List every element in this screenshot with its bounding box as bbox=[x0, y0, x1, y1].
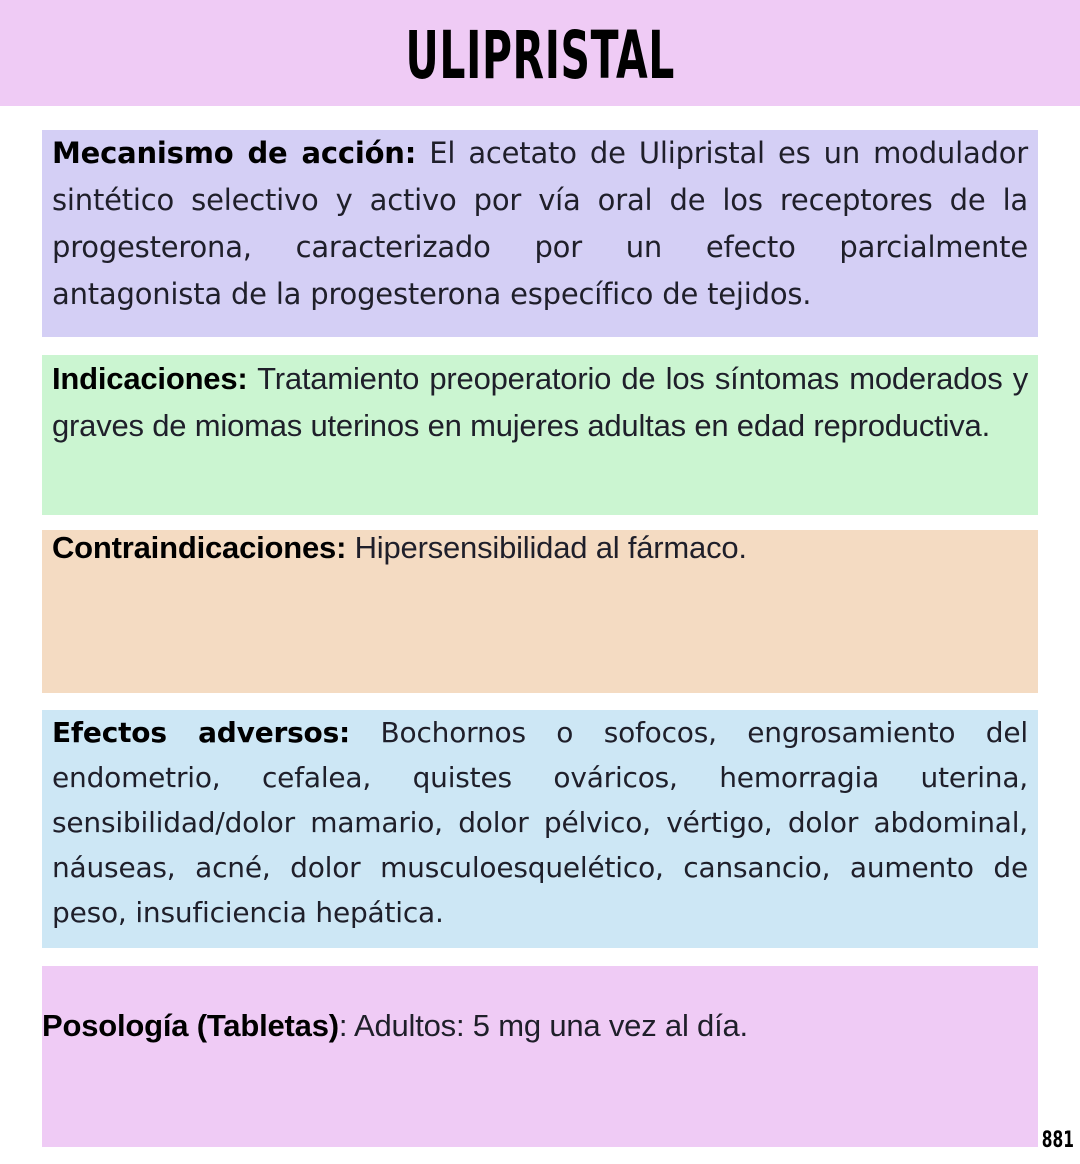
posologia-paragraph bbox=[42, 966, 1038, 1044]
section-mecanismo bbox=[42, 130, 1038, 337]
title-banner bbox=[0, 0, 1080, 106]
contraindicaciones-label: Contraindicaciones: bbox=[52, 530, 347, 565]
efectos-adversos-label: Efectos adversos: bbox=[52, 716, 351, 749]
mecanismo-paragraph bbox=[52, 130, 1028, 318]
mecanismo-label: Mecanismo de acción: bbox=[52, 136, 417, 170]
indicaciones-text: Tratamiento preoperatorio de los síntomas moderados y graves de miomas uterinos en mujeres adultas en edad reproductiva. bbox=[52, 361, 1028, 443]
posologia-text: : Adultos: 5 mg una vez al día. bbox=[338, 1008, 748, 1043]
section-indicaciones bbox=[42, 355, 1038, 515]
indicaciones-label: Indicaciones: bbox=[52, 361, 248, 396]
contraindicaciones-paragraph bbox=[52, 530, 1028, 566]
drug-title: ULIPRISTAL bbox=[405, 17, 675, 94]
section-efectos-adversos bbox=[42, 710, 1038, 948]
posologia-label: Posología (Tabletas) bbox=[42, 1008, 339, 1043]
efectos-adversos-paragraph bbox=[52, 710, 1028, 935]
contraindicaciones-text: Hipersensibilidad al fármaco. bbox=[346, 530, 747, 565]
indicaciones-paragraph bbox=[52, 355, 1028, 449]
efectos-adversos-text: Bochornos o sofocos, engrosamiento del endometrio, cefalea, quistes ováricos, hemorragia uterina, sensibilidad/dolor mamario, dolor pélvico, vértigo, dolor abdominal, náuseas, acné, dolor musculoesquelético, cansancio, aumento de peso, insuficiencia hepática. bbox=[52, 716, 1028, 929]
page-number: 881 bbox=[1041, 1128, 1074, 1153]
section-posologia bbox=[42, 966, 1038, 1147]
mecanismo-text: El acetato de Ulipristal es un modulador sintético selectivo y activo por vía oral de los receptores de la progesterona, caracterizado por un efecto parcialmente antagonista de la progesterona específico de tejidos. bbox=[52, 136, 1028, 311]
section-contraindicaciones bbox=[42, 530, 1038, 693]
